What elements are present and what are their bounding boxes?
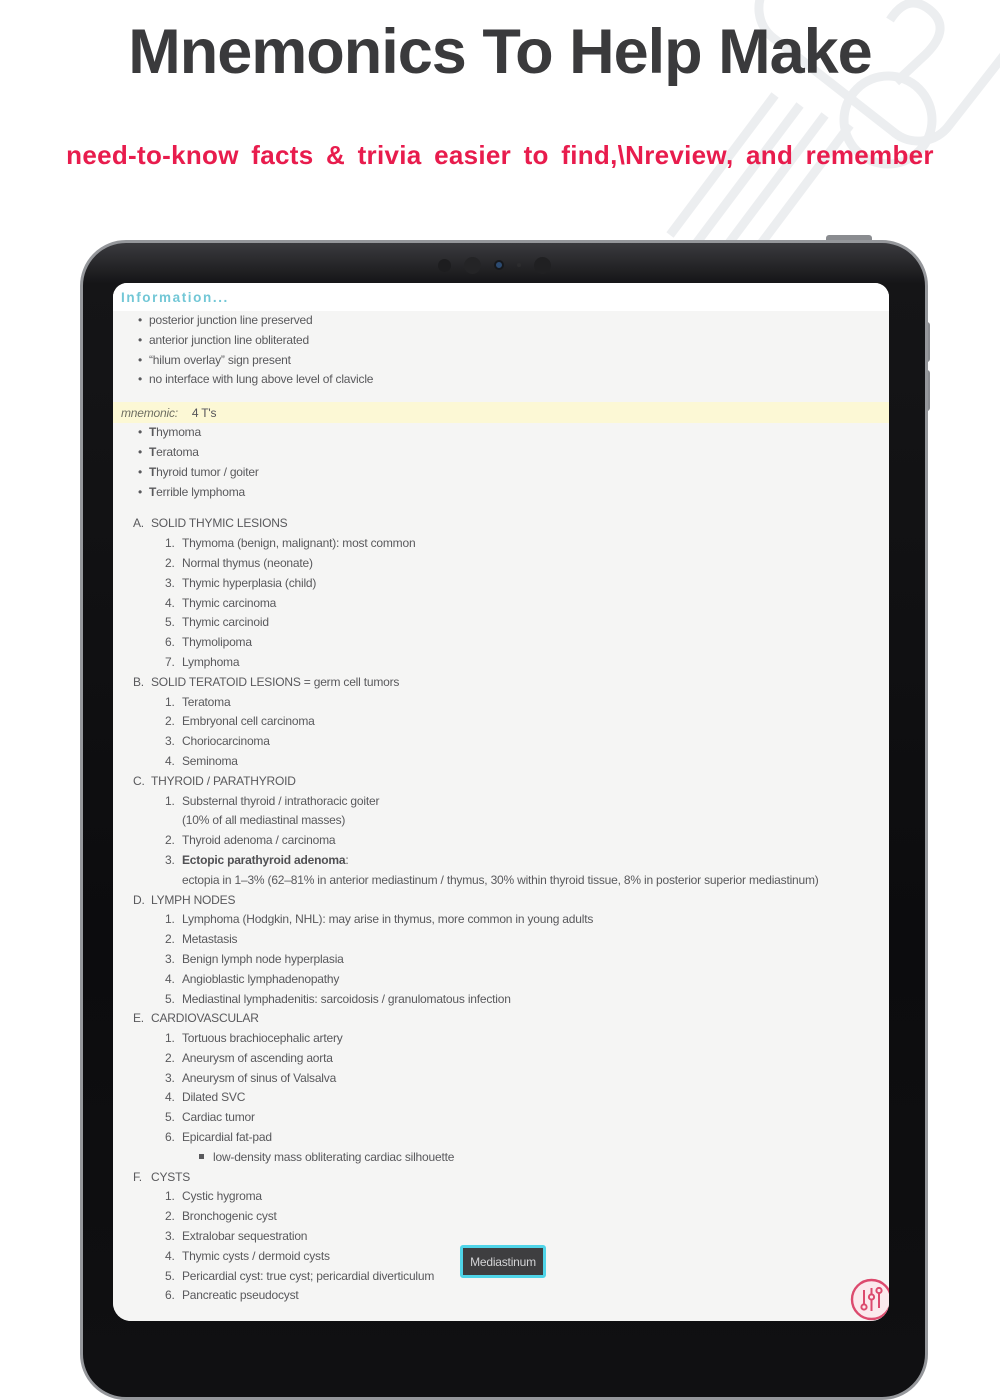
outline-item: 4. Seminoma — [113, 752, 889, 772]
outline-item: 3. Thymic hyperplasia (child) — [113, 574, 889, 594]
section-header — [113, 1168, 889, 1188]
mic-dot-icon — [517, 263, 521, 267]
item-number: 3. — [165, 951, 175, 966]
section-title: SOLID TERATOID LESIONS = germ cell tumors — [151, 674, 400, 689]
outline-item: 4. Thymic cysts / dermoid cysts — [113, 1247, 889, 1267]
item-number: 3. — [165, 734, 175, 749]
front-camera-icon — [464, 257, 481, 274]
section-title: SOLID THYMIC LESIONS — [151, 516, 288, 531]
section-title: THYROID / PARATHYROID — [151, 773, 296, 788]
mnemonic-value: 4 T's — [191, 405, 217, 420]
item-number: 5. — [165, 1268, 175, 1283]
item-number: 1. — [165, 793, 175, 808]
section-letter: C. — [133, 773, 145, 788]
outline-item: 4. Thymic carcinoma — [113, 594, 889, 614]
section-title: LYMPH NODES — [151, 892, 236, 907]
outline-item: 2. Embryonal cell carcinoma — [113, 712, 889, 732]
info-header-title: Information... — [121, 289, 229, 305]
outline-item: 3. Extralobar sequestration — [113, 1227, 889, 1247]
section-header — [113, 1009, 889, 1029]
section-header — [113, 673, 889, 693]
item-number: 6. — [165, 1130, 175, 1145]
filters-sliders-icon[interactable] — [850, 1278, 889, 1321]
outline-item: 3. Aneurysm of sinus of Valsalva — [113, 1069, 889, 1089]
outline-item: 2. Normal thymus (neonate) — [113, 554, 889, 574]
item-number: 3. — [165, 575, 175, 590]
section-header — [113, 891, 889, 911]
section-letter: F. — [133, 1169, 142, 1184]
outline-item: 2. Thyroid adenoma / carcinoma — [113, 831, 889, 851]
section-header — [113, 772, 889, 792]
section-letter: E. — [133, 1011, 144, 1026]
outline-item: 5. Thymic carcinoid — [113, 613, 889, 633]
content-scroll-area[interactable] — [113, 311, 889, 1321]
outline-item: 5. Cardiac tumor — [113, 1108, 889, 1128]
item-number: 5. — [165, 1110, 175, 1125]
item-number: 1. — [165, 694, 175, 709]
outline-item: 1. Thymoma (benign, malignant): most common — [113, 534, 889, 554]
tablet-screen — [113, 283, 889, 1321]
item-number: 4. — [165, 1248, 175, 1263]
sensor-dot-icon — [438, 259, 451, 272]
item-number: 5. — [165, 615, 175, 630]
outline-item: 3. Benign lymph node hyperplasia — [113, 950, 889, 970]
outline-item: 1. Teratoma — [113, 693, 889, 713]
item-number: 1. — [165, 1031, 175, 1046]
front-camera-cluster — [438, 256, 648, 274]
outline-item: 6. Epicardial fat-pad — [113, 1128, 889, 1148]
item-number: 1. — [165, 912, 175, 927]
outline-item: 5. Mediastinal lymphadenitis: sarcoidosis / granulomatous infection — [113, 990, 889, 1010]
tablet-device — [80, 240, 928, 1400]
item-number: 3. — [165, 1070, 175, 1085]
item-number: 7. — [165, 654, 175, 669]
outline-item: 6. Thymolipoma — [113, 633, 889, 653]
mnemonic-item: • Teratoma — [113, 443, 889, 463]
mnemonic-bar — [113, 402, 889, 423]
section-letter: A. — [133, 516, 144, 531]
page-subtitle: need-to-know facts & trivia easier to find,\Nreview, and remember — [66, 140, 934, 170]
mnemonic-item: • Terrible lymphoma — [113, 483, 889, 503]
intro-bullet-list — [113, 311, 889, 390]
page-title: Mnemonics To Help Make — [128, 17, 872, 87]
square-bullet-icon — [199, 1154, 204, 1159]
item-number: 2. — [165, 1050, 175, 1065]
item-number: 2. — [165, 1209, 175, 1224]
outline-continuation: (10% of all mediastinal masses) — [182, 813, 346, 828]
item-number: 4. — [165, 1090, 175, 1105]
outline-item: 2. Aneurysm of ascending aorta — [113, 1049, 889, 1069]
section-title: CYSTS — [151, 1169, 191, 1184]
outline-continuation: ectopia in 1–3% (62–81% in anterior mediastinum / thymus, 30% within thyroid tissue, 8% in posterior superior mediastinum) — [182, 872, 819, 887]
outline-item: 1. Tortuous brachiocephalic artery — [113, 1029, 889, 1049]
item-number: 1. — [165, 1189, 175, 1204]
outline-item: 1. Lymphoma (Hodgkin, NHL): may arise in thymus, more common in young adults — [113, 910, 889, 930]
outline-item: 5. Pericardial cyst: true cyst; pericardial diverticulum — [113, 1267, 889, 1287]
mnemonic-items-list — [113, 423, 889, 502]
outline-item: 3. Choriocarcinoma — [113, 732, 889, 752]
mnemonic-item: • Thymoma — [113, 423, 889, 443]
item-number: 6. — [165, 1288, 175, 1303]
item-number: 4. — [165, 753, 175, 768]
intro-bullet-item: • “hilum overlay” sign present — [113, 351, 889, 371]
intro-bullet-item: • posterior junction line preserved — [113, 311, 889, 331]
item-number: 2. — [165, 714, 175, 729]
outline-list — [113, 514, 889, 1306]
section-title: CARDIOVASCULAR — [151, 1011, 259, 1026]
item-number: 2. — [165, 833, 175, 848]
item-number: 5. — [165, 991, 175, 1006]
camera-lens-icon — [494, 260, 504, 270]
mnemonic-label: mnemonic: — [121, 405, 178, 420]
sensor-dot-icon — [534, 257, 551, 274]
app-header — [113, 283, 889, 311]
item-number: 3. — [165, 852, 175, 867]
section-letter: D. — [133, 892, 145, 907]
outline-item: 4. Dilated SVC — [113, 1088, 889, 1108]
item-number: 6. — [165, 635, 175, 650]
outline-item: 2. Bronchogenic cyst — [113, 1207, 889, 1227]
mediastinum-button[interactable]: Mediastinum — [460, 1245, 546, 1278]
outline-item: 4. Angioblastic lymphadenopathy — [113, 970, 889, 990]
item-number: 3. — [165, 1229, 175, 1244]
outline-item: 7. Lymphoma — [113, 653, 889, 673]
outline-item: 6. Pancreatic pseudocyst — [113, 1286, 889, 1306]
mnemonic-item: • Thyroid tumor / goiter — [113, 463, 889, 483]
intro-bullet-item: • no interface with lung above level of clavicle — [113, 370, 889, 390]
outline-item: 1. Cystic hygroma — [113, 1187, 889, 1207]
section-letter: B. — [133, 674, 144, 689]
item-number: 1. — [165, 536, 175, 551]
outline-item: 3. Ectopic parathyroid adenoma: — [113, 851, 889, 871]
outline-item: 1. Substernal thyroid / intrathoracic goiter — [113, 792, 889, 812]
item-number: 4. — [165, 595, 175, 610]
section-header — [113, 514, 889, 534]
intro-bullet-item: • anterior junction line obliterated — [113, 331, 889, 351]
outline-item: 2. Metastasis — [113, 930, 889, 950]
item-number: 2. — [165, 555, 175, 570]
item-number: 4. — [165, 971, 175, 986]
outline-sub-bullet: low-density mass obliterating cardiac silhouette — [113, 1148, 889, 1168]
item-number: 2. — [165, 932, 175, 947]
